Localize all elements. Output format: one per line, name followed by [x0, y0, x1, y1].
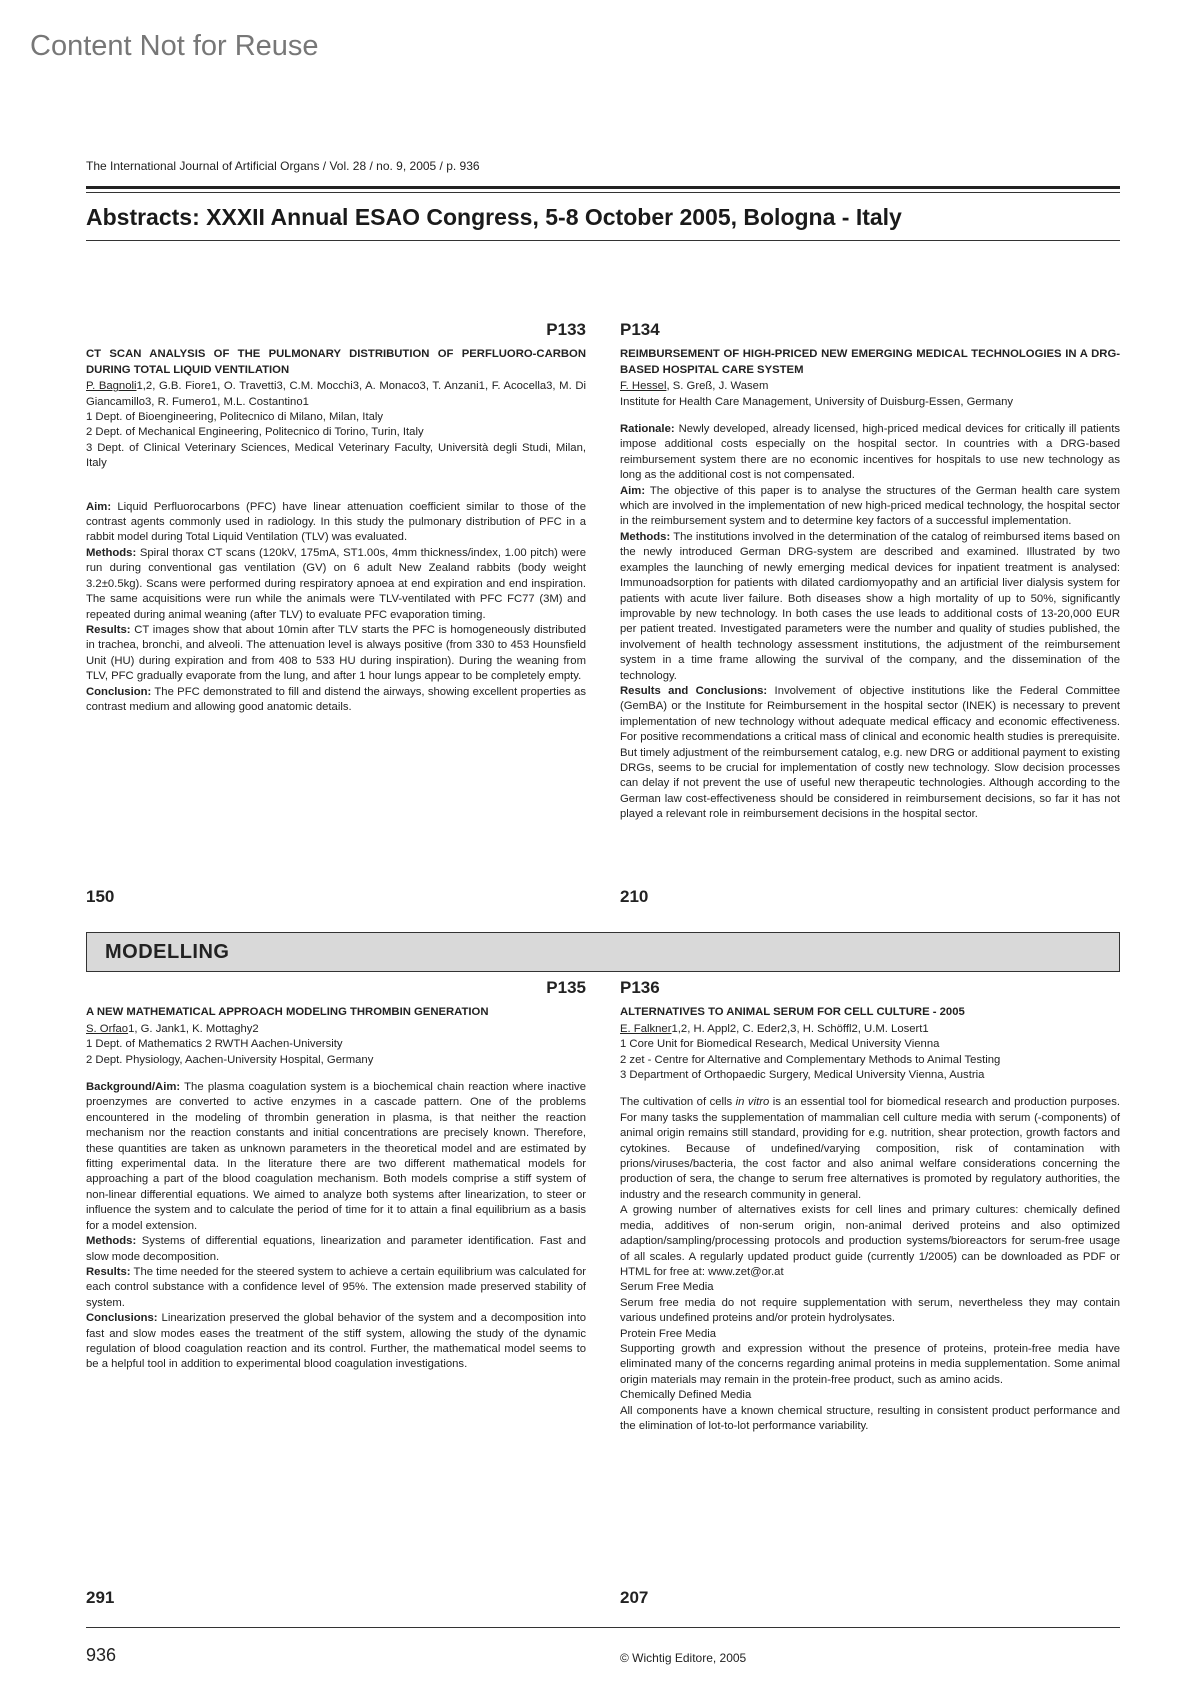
presenting-author: P. Bagnoli — [86, 380, 137, 393]
abstract-p136 — [620, 980, 1120, 1434]
abstract-title: A NEW MATHEMATICAL APPROACH MODELING THROMBIN GENERATION — [86, 1006, 489, 1019]
chemically-defined-paragraph: All components have a known chemical structure, resulting in consistent product performance and the elimination of lot-to-lot performance variability. — [620, 1404, 1120, 1432]
methods-paragraph: Methods: Systems of differential equations, linearization and parameter identification. Fast and slow mode decomposition. — [86, 1235, 586, 1263]
affiliation: 2 Dept. Physiology, Aachen-University Hospital, Germany — [86, 1053, 374, 1066]
affiliation: 1 Dept. of Bioengineering, Politecnico di Milano, Milan, Italy — [86, 411, 384, 424]
page-title: Abstracts: XXXII Annual ESAO Congress, 5-8 October 2005, Bologna - Italy — [86, 204, 902, 230]
subheading-protein-free: Protein Free Media — [620, 1327, 717, 1340]
abstract-p134 — [620, 322, 1120, 823]
background-paragraph: Background/Aim: The plasma coagulation system is a biochemical chain reaction where inactive proenzymes are converted to active enzymes in a cascade pattern. One of the problems encountered in the modeling of thrombin generation in plasma, is that neither the reaction mechanism nor the reaction constants and initial concentrations are precisely known. Therefore, these quantities are taken as unknown parameters in the theoretical model and are estimated by fitting experimental data. In the literature there are two different mathematical models for approaching a part of the blood coagulation mechanism. Both models comprise a stiff system of non-linear differential equations. We aimed to analyze both systems after linearization, to steer or influence the system and to calculate the period of time for it to attain a final equilibrium as a basis for a model extension. — [86, 1081, 586, 1232]
header-rule-thick — [86, 186, 1120, 189]
conclusions-paragraph: Conclusions: Linearization preserved the global behavior of the system and a decomposition into fast and slow modes eases the treatment of the stiff system, allowing the study of the dynamic regulation of blood coagulation reaction and its control. Further, the mathematical model seems to be a helpful tool in addition to experimental blood coagulation investigations. — [86, 1312, 586, 1371]
methods-paragraph: Methods: Spiral thorax CT scans (120kV, 175mA, ST1.00s, 4mm thickness/index, 1.00 pitch) were run during conventional gas ventilation (GV) on 6 adult New Zealand rabbits (body weight 3.2±0.5kg). Scans were performed during respiratory apnoea at end expiration and end inspiration. The same acquisitions were run while the animals were TLV-ventilated with PFC FC77 (3M) and repeated during animal weaning (after TLV) to evaluate PFC evaporation timing. — [86, 546, 586, 621]
author-list — [620, 1022, 1120, 1037]
alternatives-paragraph: A growing number of alternatives exists for cell lines and primary cultures: chemically defined media, additives of non-serum origin, non-animal derived proteins and also optimized adaption/sampling/processing protocols and production systems/bioreactors for serum-free usage of all scales. A regularly updated product guide (currently 1/2005) can be downloaded as PDF or HTML for free at: www.zet@or.at — [620, 1204, 1120, 1278]
abstract-number: P133 — [546, 320, 586, 339]
section-heading — [86, 932, 1120, 972]
authors: 1,2, H. Appl2, C. Eder2,3, H. Schöffl2, U.M. Losert1 — [671, 1022, 929, 1035]
affiliation: Institute for Health Care Management, University of Duisburg-Essen, Germany — [620, 395, 1014, 408]
results-paragraph: Results: The time needed for the steered system to achieve a certain equilibrium was calculated for each control substance with a confidence level of 95%. The extension made preserved stability of system. — [86, 1265, 586, 1309]
methods-paragraph: Methods: The institutions involved in the determination of the catalog of reimbursed items based on the newly introduced German DRG-system are described and examined. Illustrated by two examples the launching of newly emerging medical devices for inpatient treatment is analysed: Immunoadsorption for patients with dilated cardiomyopathy and an artificial liver dialysis system for patients with acute liver failure. Both diseases show a high mortality of up to 50%, significantly improvable by new technology. In both cases the use leads to additional costs of 13-20,000 EUR per patient treated. Investigated parameters were the number and quality of studies published, the involvement of health technology assessment institutions, the adjustment of the reimbursement system in a time frame allowing the survival of the company, and the dissemination of the technology. — [620, 530, 1120, 682]
abstract-count: 207 — [620, 1588, 649, 1607]
watermark: Content Not for Reuse — [30, 30, 319, 62]
abstract-count: 150 — [86, 887, 115, 906]
subheading-chemically-defined: Chemically Defined Media — [620, 1389, 752, 1402]
serum-free-paragraph: Serum free media do not require supplementation with serum, nevertheless they may contain various undefined proteins and/or protein hydrolysates. — [620, 1296, 1120, 1325]
author-list — [86, 1022, 586, 1037]
protein-free-paragraph: Supporting growth and expression without the presence of proteins, protein-free media have eliminated many of the concerns regarding animal proteins in media supplementation. Some animal origin materials may remain in the protein-free product, such as amino acids. — [620, 1342, 1120, 1386]
author-list — [620, 379, 1120, 394]
results-paragraph: Results and Conclusions: Involvement of objective institutions like the Federal Committee (GemBA) or the Institute for Reimbursement in the hospital sector (INEK) is necessary to prevent implementation of new technology without adequate medical efficacy and economic effectiveness. For positive recommendations a critical mass of clinical and economic health studies is prerequisite. But timely adjustment of the reimbursement catalog, e.g. new DRG or additional payment to existing DRGs, seems to be crucial for implementation of costly new technology. Slow decision processes can delay if not prevent the use of useful new therapeutic technologies. Although according to the German law cost-effectiveness should be considered in reimbursement decisions, so far it has not played a relevant role in reimbursement decisions in the hospital sector. — [620, 684, 1120, 821]
footer-rule — [86, 1627, 1120, 1628]
subheading-serum-free: Serum Free Media — [620, 1281, 714, 1294]
authors: 1, G. Jank1, K. Mottaghy2 — [128, 1022, 259, 1035]
conclusion-paragraph: Conclusion: The PFC demonstrated to fill and distend the airways, showing excellent properties as contrast medium and allowing good anatomic details. — [86, 685, 586, 713]
affiliation: 3 Department of Orthopaedic Surgery, Medical University Vienna, Austria — [620, 1069, 985, 1082]
intro-paragraph: The cultivation of cells in vitro is an essential tool for biomedical research and production purposes. For many tasks the supplementation of mammalian cell culture media with serum (-components) of animal origin remains still standard, providing for e.g. nutrition, shear protection, growth factors and cytokines. Because of undefined/varying composition, risk of contamination with prions/viruses/bacteria, the cost factor and also animal welfare considerations concerning the production of sera, the change to serum free alternatives is promoted by regulatory authorities, the industry and the research community in general. — [620, 1096, 1120, 1201]
aim-paragraph: Aim: The objective of this paper is to analyse the structures of the German health care system which are involved in the implementation of new high-priced medical technology, the hospital sector in the reimbursement system and to determine key factors of a successful implementation. — [620, 484, 1120, 528]
abstract-title: CT SCAN ANALYSIS OF THE PULMONARY DISTRIBUTION OF PERFLUORO-CARBON DURING TOTAL LIQUID VENTILATION — [86, 348, 586, 376]
abstract-number: P136 — [620, 978, 660, 997]
abstract-title: ALTERNATIVES TO ANIMAL SERUM FOR CELL CULTURE - 2005 — [620, 1006, 965, 1019]
results-paragraph: Results: CT images show that about 10min after TLV starts the PFC is homogeneously distributed in trachea, bronchi, and alveoli. The attenuation level is always positive (from 330 to 453 Hounsfield Unit (HU) during expiration and from 408 to 533 HU during inspiration). During the weaning from TLV, PFC gradually evaporate from the lung, and after 1 hour lungs appear to be completely empty. — [86, 623, 586, 683]
copyright: © Wichtig Editore, 2005 — [620, 1651, 747, 1665]
abstract-title: REIMBURSEMENT OF HIGH-PRICED NEW EMERGING MEDICAL TECHNOLOGIES IN A DRG-BASED HOSPITAL CARE SYSTEM — [620, 348, 1120, 376]
aim-paragraph: Aim: Liquid Perfluorocarbons (PFC) have linear attenuation coefficient similar to those of the contrast agents commonly used in radiology. In this study the pulmonary distribution of PFC in a rabbit model during Total Liquid Ventilation (TLV) was evaluated. — [86, 500, 586, 544]
affiliation: 2 zet - Centre for Alternative and Complementary Methods to Animal Testing — [620, 1053, 1001, 1066]
presenting-author: S. Orfao — [86, 1022, 129, 1035]
section-heading-label: MODELLING — [105, 941, 230, 963]
affiliation: 1 Core Unit for Biomedical Research, Medical University Vienna — [620, 1038, 940, 1051]
abstract-p133 — [86, 322, 586, 715]
affiliation: 1 Dept. of Mathematics 2 RWTH Aachen-University — [86, 1038, 343, 1051]
author-list — [86, 379, 586, 410]
title-rule — [86, 240, 1120, 241]
affiliation: 2 Dept. of Mechanical Engineering, Politecnico di Torino, Turin, Italy — [86, 426, 424, 439]
authors: 1,2, G.B. Fiore1, O. Travetti3, C.M. Mocchi3, A. Monaco3, T. Anzani1, F. Acocella3, M. Di Giancamillo3, R. Fumero1, M.L. Costantino1 — [86, 380, 586, 408]
presenting-author: F. Hessel — [620, 380, 667, 393]
abstract-number: P134 — [620, 320, 660, 339]
abstract-count: 291 — [86, 1588, 115, 1607]
header-rule-thin — [86, 192, 1120, 193]
abstract-number: P135 — [546, 978, 586, 997]
presenting-author: E. Falkner — [620, 1022, 672, 1035]
abstract-count: 210 — [620, 887, 649, 906]
page-number: 936 — [86, 1645, 117, 1665]
journal-citation: The International Journal of Artificial Organs / Vol. 28 / no. 9, 2005 / p. 936 — [86, 159, 480, 173]
abstract-p135 — [86, 980, 586, 1373]
rationale-paragraph: Rationale: Newly developed, already licensed, high-priced medical devices for critically ill patients impose additional costs especially on the hospital sector. In countries with a DRG-based reimbursement system there are no economic incentives for hospitals to use new technology as long as the additional cost is not compensated. — [620, 423, 1120, 482]
affiliation: 3 Dept. of Clinical Veterinary Sciences, Medical Veterinary Faculty, Università degli Studi, Milan, Italy — [86, 441, 586, 470]
authors: , S. Greß, J. Wasem — [666, 380, 769, 393]
